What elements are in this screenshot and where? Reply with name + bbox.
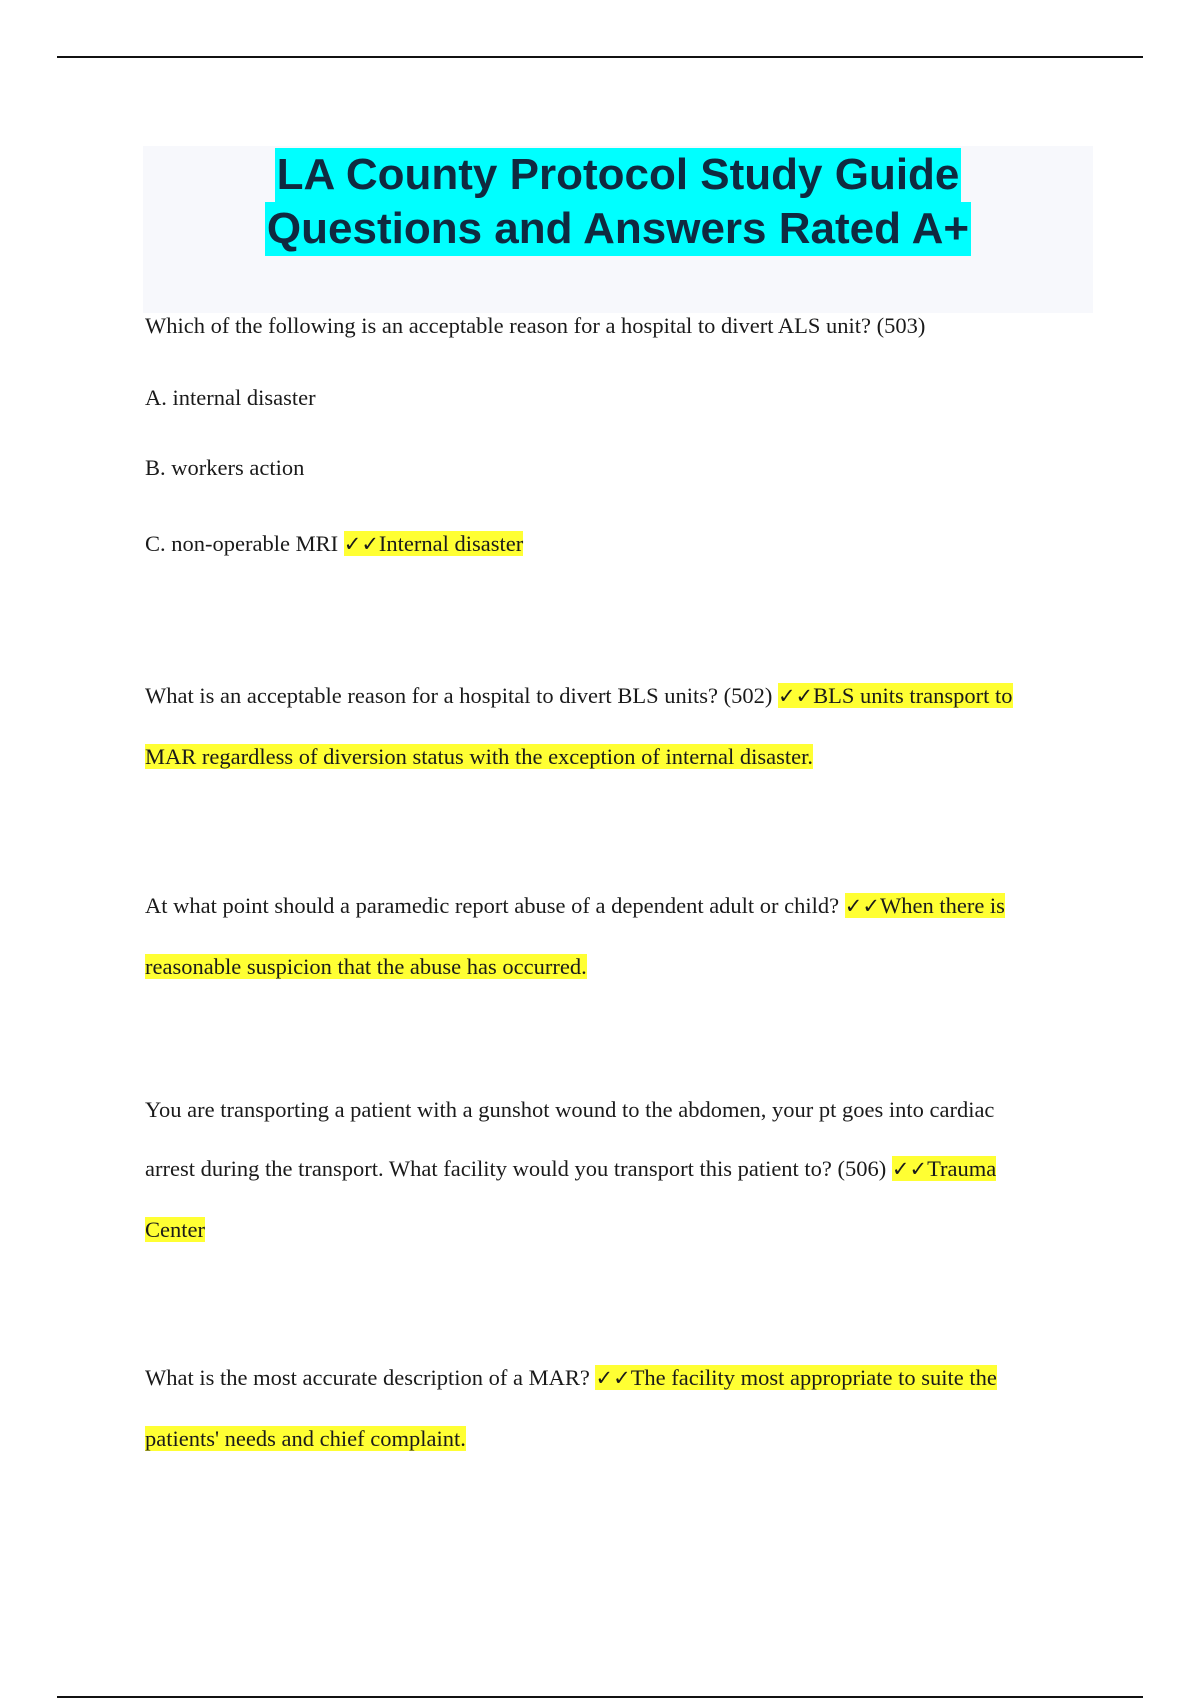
q3-answer-text-2: reasonable suspicion that the abuse has occurred. [145,954,587,979]
q1-question-text: Which of the following is an acceptable reason for a hospital to divert ALS unit? (503) [145,313,926,338]
bottom-rule [57,1696,1143,1698]
q4-answer-text-2: Center [145,1217,205,1242]
q1-option-a [145,368,1085,428]
q5-line-2 [145,1409,1085,1469]
q2-line-1 [145,666,1085,726]
q5-answer-text-2: patients' needs and chief complaint. [145,1426,466,1451]
title-block [143,146,1093,313]
q1-option-a-text: A. internal disaster [145,385,316,410]
q1-option-b [145,438,1085,498]
q3-line-1 [145,876,1085,936]
document-title-line-1: LA County Protocol Study Guide [275,148,962,202]
check-icon: ✓✓ [891,1157,928,1181]
top-rule [57,56,1143,58]
q5-answer-text-1: The facility most appropriate to suite the [630,1365,997,1390]
q5-answer-start [595,1365,996,1390]
q4-answer-text-1: Trauma [927,1156,997,1181]
q5-line-1 [145,1348,1085,1408]
q1-question [145,296,1085,356]
q2-answer-start [778,683,1013,708]
q3-answer-text-1: When there is [879,893,1005,918]
q4-answer-start [892,1156,996,1181]
q1-option-b-text: B. workers action [145,455,305,480]
q4-question-text-2: arrest during the transport. What facility would you transport this patient to? (506) [145,1156,892,1181]
q1-option-c [145,514,1085,574]
check-icon: ✓✓ [343,532,379,556]
q3-question-text: At what point should a paramedic report abuse of a dependent adult or child? [145,893,845,918]
q1-option-c-text: C. non-operable MRI [145,531,344,556]
q2-answer-text-2: MAR regardless of diversion status with the exception of internal disaster. [145,744,813,769]
q1-answer [344,531,524,556]
check-icon: ✓✓ [595,1366,631,1390]
q4-line-3 [145,1200,1085,1260]
q2-answer-text-1: BLS units transport to [813,683,1013,708]
q2-question-text: What is an acceptable reason for a hospital to divert BLS units? (502) [145,683,778,708]
check-icon: ✓✓ [844,894,880,918]
q4-line-1 [145,1080,1085,1140]
check-icon: ✓✓ [777,684,814,708]
q2-line-2 [145,727,1085,787]
q3-answer-start [845,893,1005,918]
q1-answer-text: Internal disaster [378,531,524,556]
q4-line-2 [145,1139,1085,1199]
q3-line-2 [145,937,1085,997]
document-title-line-2: Questions and Answers Rated A+ [265,202,971,256]
q5-question-text: What is the most accurate description of a MAR? [145,1365,596,1390]
q4-question-text-1: You are transporting a patient with a gunshot wound to the abdomen, your pt goes into cardiac [145,1097,995,1122]
